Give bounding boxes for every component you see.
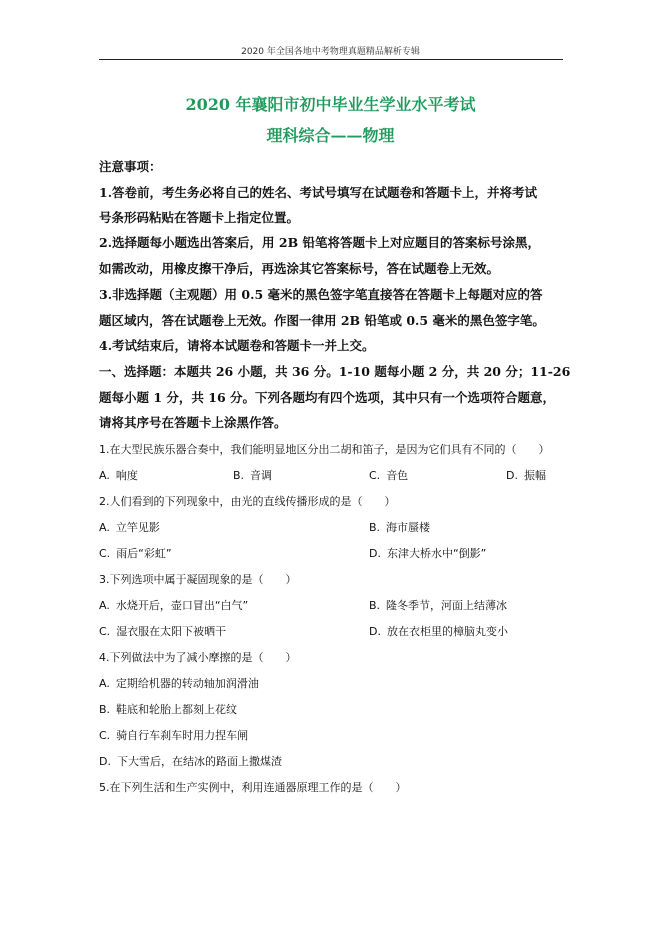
- option-a: [99, 467, 138, 483]
- option-key: D.: [506, 469, 518, 482]
- option-text: 音色: [386, 469, 409, 482]
- option-d: [506, 467, 546, 483]
- notice-line: 1.答卷前，考生务必将自己的姓名、考试号填写在试题卷和答题卡上，并将考试: [99, 185, 538, 200]
- option-key: B.: [369, 521, 381, 534]
- option-text: 下大雪后，在结冰的路面上撒煤渣: [116, 755, 282, 768]
- option-c: [99, 545, 172, 561]
- notice-heading: 注意事项：: [99, 159, 162, 174]
- option-a: [99, 519, 160, 535]
- option-key: D.: [369, 547, 381, 560]
- section-instructions: 题每小题 1 分，共 16 分。下列各题均有四个选项，其中只有一个选项符合题意，: [99, 390, 556, 405]
- option-text: 东津大桥水中“倒影”: [386, 547, 487, 560]
- header-divider: [99, 59, 563, 60]
- option-key: B.: [233, 469, 245, 482]
- option-text: 响度: [115, 469, 138, 482]
- notice-line: 3.非选择题（主观题）用 0.5 毫米的黑色签字笔直接答在答题卡上每题对应的答: [99, 287, 543, 302]
- option-key: C.: [99, 547, 111, 560]
- option-a: [99, 675, 259, 691]
- option-text: 音调: [250, 469, 273, 482]
- option-text: 湿衣服在太阳下被晒干: [116, 625, 227, 638]
- option-text: 立竿见影: [115, 521, 160, 534]
- option-key: C.: [99, 625, 111, 638]
- option-text: 放在衣柜里的樟脑丸变小: [386, 625, 508, 638]
- exam-title: 2020 年襄阳市初中毕业生学业水平考试: [185, 95, 476, 114]
- option-text: 定期给机器的转动轴加润滑油: [115, 677, 259, 690]
- page-header: 2020 年全国各地中考物理真题精品解析专辑: [241, 47, 420, 57]
- option-text: 隆冬季节，河面上结薄冰: [386, 599, 508, 612]
- option-text: 海市蜃楼: [386, 521, 431, 534]
- option-key: B.: [369, 599, 381, 612]
- option-key: A.: [99, 677, 110, 690]
- option-text: 雨后“彩虹”: [116, 547, 172, 560]
- option-text: 水烧开后，壶口冒出“白气”: [115, 599, 249, 612]
- option-b: [99, 701, 237, 717]
- option-key: B.: [99, 703, 111, 716]
- option-b: [369, 519, 430, 535]
- option-key: A.: [99, 599, 110, 612]
- exam-subtitle: 理科综合——物理: [266, 126, 395, 145]
- option-key: D.: [369, 625, 381, 638]
- option-c: [99, 623, 226, 639]
- option-c: [369, 467, 408, 483]
- option-key: D.: [99, 755, 111, 768]
- notice-line: 题区域内，答在试题卷上无效。作图一律用 2B 铅笔或 0.5 毫米的黑色签字笔。: [99, 313, 545, 328]
- section-instructions: 一、选择题：本题共 26 小题，共 36 分。1-10 题每小题 2 分，共 20 分；11-26: [99, 364, 571, 379]
- option-key: C.: [99, 729, 111, 742]
- question-stem: 1.在大型民族乐器合奏中，我们能明显地区分出二胡和笛子，是因为它们具有不同的（ ）: [99, 443, 550, 456]
- option-a: [99, 597, 248, 613]
- notice-line: 4.考试结束后，请将本试题卷和答题卡一并上交。: [99, 338, 375, 353]
- option-d: [99, 753, 282, 769]
- section-instructions: 请将其序号在答题卡上涂黑作答。: [99, 415, 287, 430]
- notice-line: 如需改动，用橡皮擦干净后，再选涂其它答案标号，答在试题卷上无效。: [99, 261, 500, 276]
- option-key: A.: [99, 521, 110, 534]
- notice-line: 2.选择题每小题选出答案后，用 2B 铅笔将答题卡上对应题目的答案标号涂黑，: [99, 235, 541, 250]
- option-d: [369, 623, 508, 639]
- option-c: [99, 727, 248, 743]
- option-text: 鞋底和轮胎上都刻上花纹: [116, 703, 238, 716]
- notice-line: 号条形码粘贴在答题卡上指定位置。: [99, 210, 300, 225]
- question-stem: 5.在下列生活和生产实例中，利用连通器原理工作的是（ ）: [99, 781, 407, 794]
- option-d: [369, 545, 486, 561]
- option-key: A.: [99, 469, 110, 482]
- question-stem: 4.下列做法中为了减小摩擦的是（ ）: [99, 651, 297, 664]
- option-text: 骑自行车刹车时用力捏车闸: [116, 729, 249, 742]
- question-stem: 2.人们看到的下列现象中，由光的直线传播形成的是（ ）: [99, 495, 396, 508]
- question-stem: 3.下列选项中属于凝固现象的是（ ）: [99, 573, 297, 586]
- option-key: C.: [369, 469, 381, 482]
- option-b: [233, 467, 272, 483]
- option-text: 振幅: [523, 469, 546, 482]
- option-b: [369, 597, 507, 613]
